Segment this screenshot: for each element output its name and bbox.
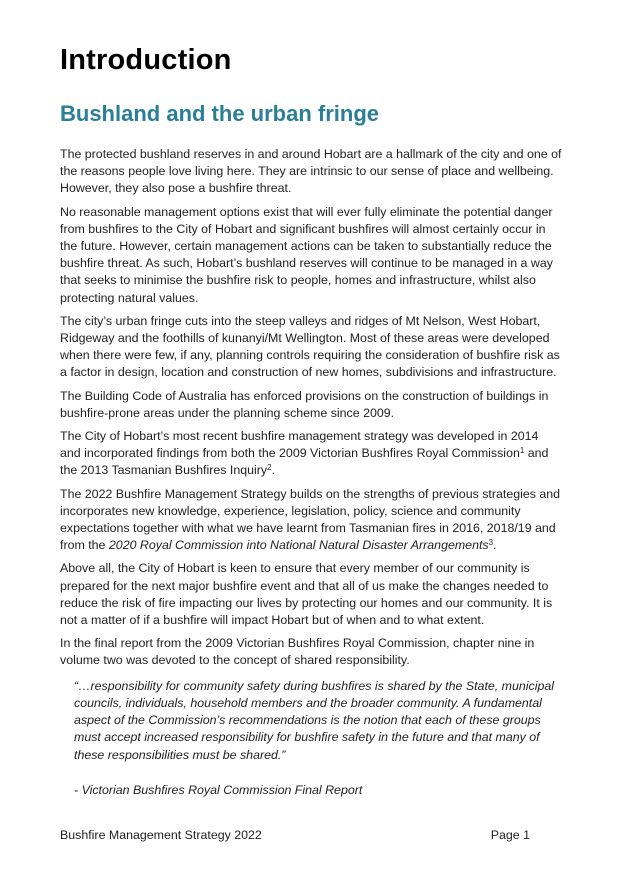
paragraph-6-text-c: . bbox=[493, 538, 497, 553]
paragraph-5-text-b: and the 2013 Tasmanian Bushfires Inquiry bbox=[60, 446, 549, 478]
document-body bbox=[60, 146, 562, 799]
paragraph-1: The protected bushland reserves in and around Hobart are a hallmark of the city and one of the reasons people love living here. They are intrinsic to our sense of place and wellbeing. However, they also pose a bushfire threat. bbox=[60, 147, 562, 196]
footnote-ref-3[interactable]: 3 bbox=[488, 538, 494, 548]
paragraph-5 bbox=[60, 428, 562, 480]
paragraph-5-text-a: The City of Hobart’s most recent bushfire management strategy was developed in 2014 and incorporated findings from both the 2009 Victorian Bushfires Royal Commission bbox=[60, 429, 539, 461]
page-heading: Introduction bbox=[60, 44, 232, 76]
section-heading: Bushland and the urban fringe bbox=[60, 101, 380, 126]
block-quote: “…responsibility for community safety during bushfires is shared by the State, municipal councils, individuals, household members and the broader community. A fundamental aspect of the Commission’s recommendations is the notion that each of these groups must accept increased responsibility for bushfire safety in the future and that many of these responsibilities must be shared.” bbox=[74, 678, 555, 762]
paragraph-4: The Building Code of Australia has enforced provisions on the construction of buildings in bushfire-prone areas under the planning scheme since 2009. bbox=[60, 388, 549, 420]
paragraph-7: Above all, the City of Hobart is keen to ensure that every member of our community is prepared for the next major bushfire event and that all of us make the changes needed to reduce the risk of fire impacting our lives by protecting our homes and our community. It is not a matter of if a bushfire will impact Hobart but of when and to what extent. bbox=[60, 561, 553, 628]
paragraph-5-text-c: . bbox=[271, 463, 276, 478]
footnote-ref-2[interactable]: 2 bbox=[267, 463, 272, 473]
page-footer bbox=[60, 828, 530, 842]
footnote-ref-1[interactable]: 1 bbox=[519, 446, 525, 456]
paragraph-6-italic-title: 2020 Royal Commission into National Natural Disaster Arrangements bbox=[108, 538, 489, 553]
paragraph-3: The city’s urban fringe cuts into the steep valleys and ridges of Mt Nelson, West Hobart, Ridgeway and the foothills of kunanyi/Mt Wellington. Most of these areas were developed when there were few, if any, planning controls requiring the consideration of bushfire risk as a factor in design, location and construction of new homes, subdivisions and infrastructure. bbox=[60, 313, 560, 380]
footer-title: Bushfire Management Strategy 2022 bbox=[60, 828, 262, 842]
page-number: Page 1 bbox=[490, 828, 530, 842]
quote-attribution: - Victorian Bushfires Royal Commission Final Report bbox=[74, 782, 363, 797]
paragraph-6-text-a: The 2022 Bushfire Management Strategy builds on the strengths of previous strategies and incorporates new knowledge, experience, legislation, policy, science and community expectations together with what we have learnt from Tasmanian fires in 2016, 2018/19 and from the bbox=[60, 486, 561, 553]
paragraph-2: No reasonable management options exist that will ever fully eliminate the potential danger from bushfires to the City of Hobart and significant bushfires will almost certainly occur in the future. However, certain management actions can be taken to substantially reduce the bushfire threat. As such, Hobart’s bushland reserves will continue to be managed in a way that seeks to minimise the bushfire risk to people, homes and infrastructure, whilst also protecting natural values. bbox=[60, 204, 553, 305]
paragraph-8: In the final report from the 2009 Victorian Bushfires Royal Commission, chapter nine in volume two was devoted to the concept of shared responsibility. bbox=[60, 636, 535, 668]
paragraph-6 bbox=[60, 486, 562, 555]
